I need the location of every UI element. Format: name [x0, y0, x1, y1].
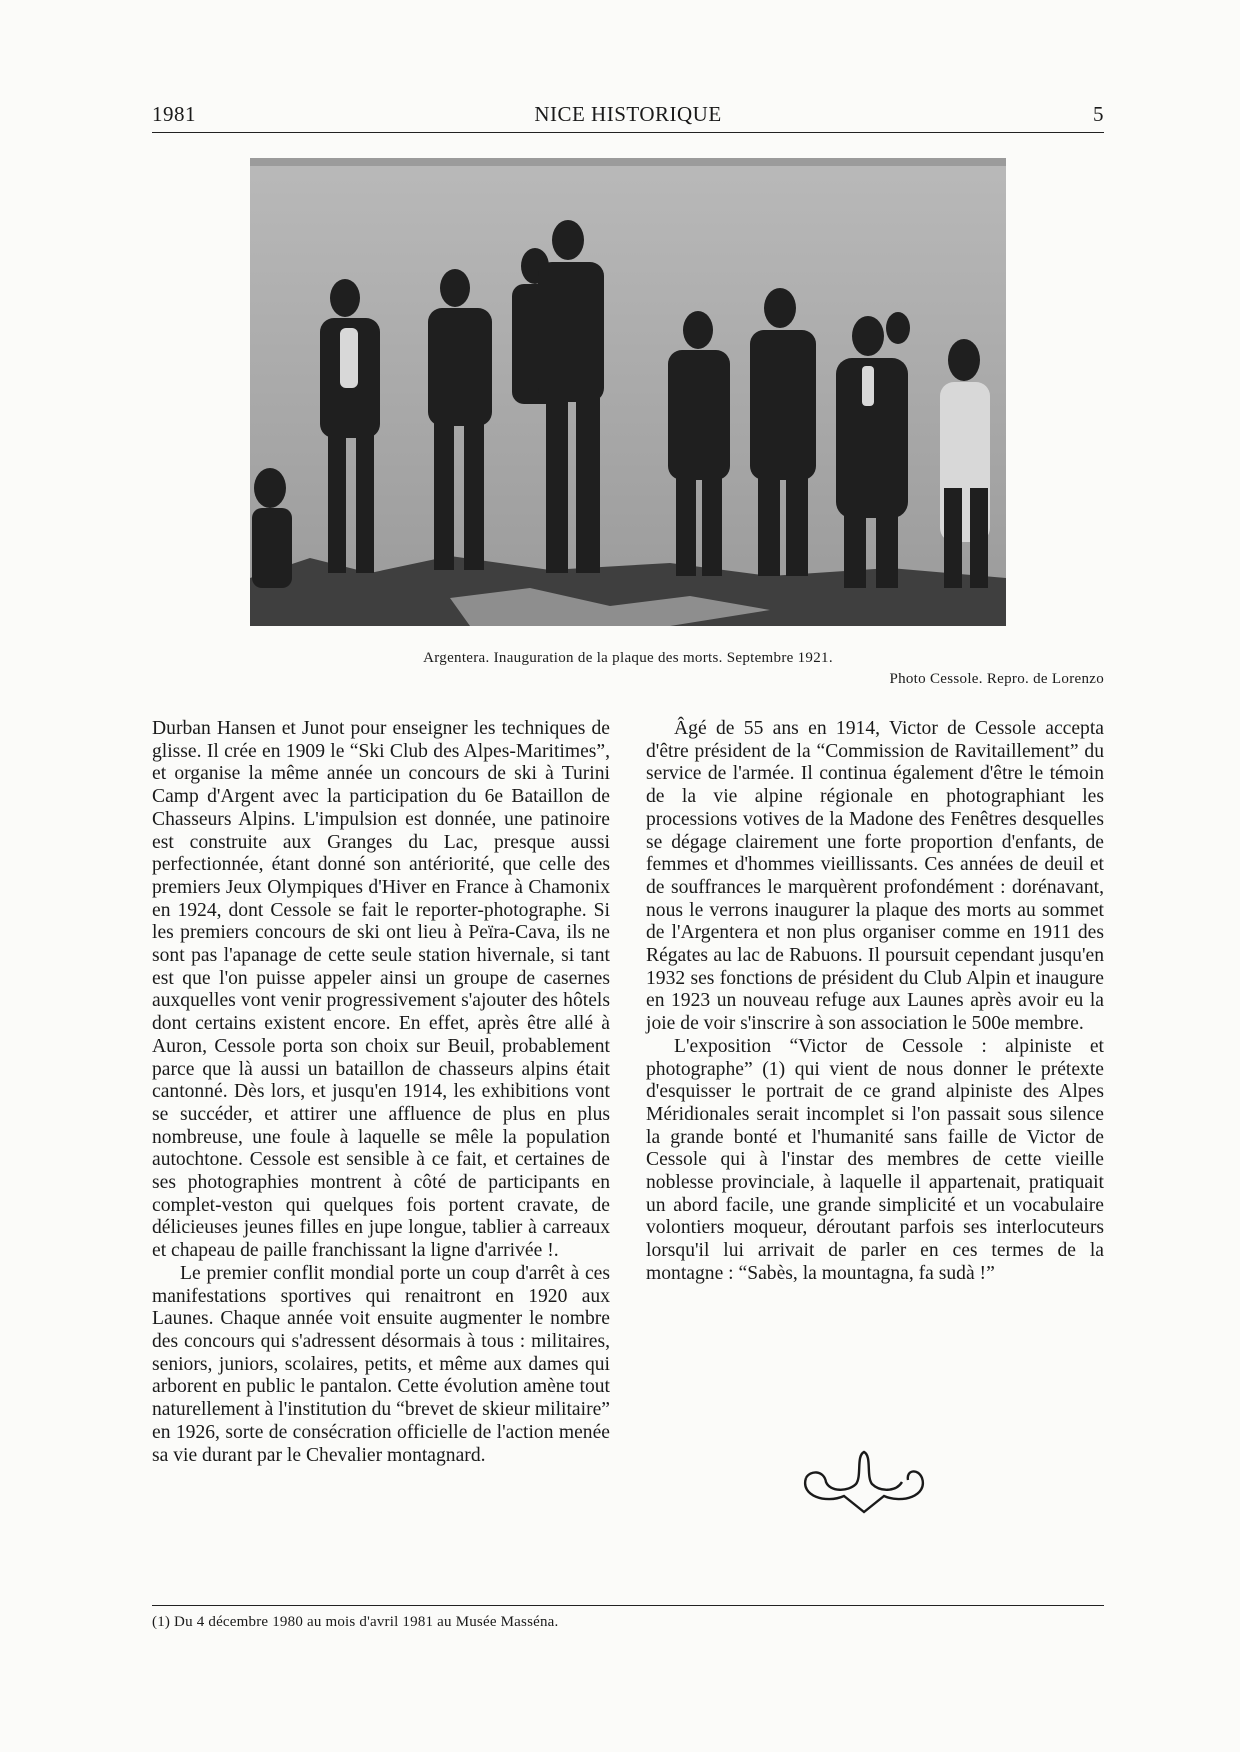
paragraph: Le premier conflit mondial porte un coup d'arrêt à ces manifestations sportives qui renaitront en 1920 aux Launes. Chaque année voit ensuite augmenter le nombre des concours qui s'adressent désormais à tous : militaires, seniors, juniors, scolaires, petits, et même aux dames qui arborent en public le pantalon. Cette évolution amène tout naturellement à l'institution du “brevet de skieur militaire” en 1926, sorte de consécration officielle de l'action menée sa vie durant par le Chevalier montagnard.	[152, 1262, 610, 1466]
footnote-separator	[152, 1605, 1104, 1606]
article-column-left	[152, 718, 610, 1467]
article-column-right	[646, 718, 1104, 1286]
header-journal-title: NICE HISTORIQUE	[534, 102, 722, 126]
header-year: 1981	[152, 102, 196, 126]
paragraph: Âgé de 55 ans en 1914, Victor de Cessole accepta d'être président de la “Commission de Ravitaillement” du service de l'armée. Il continua également d'être le témoin de la vie alpine régionale en photographiant les processions votives de la Madone des Fenêtres desquelles se dégage clairement une forte proportion d'enfants, de femmes et d'hommes vieillissants. Ces années de deuil et de souffrances le marquèrent profondément : dorénavant, nous le verrons inaugurer la plaque des morts au sommet de l'Argentera et non plus organiser comme en 1911 des Régates au lac de Rabuons. Il poursuit cependant jusqu'en 1932 ses fonctions de président du Club Alpin et inaugure en 1923 un nouveau refuge aux Launes après avoir eu la joie de voir s'inscrire à son association le 500e membre.	[646, 718, 1104, 1035]
group-photograph	[250, 158, 1006, 626]
footnote: (1) Du 4 décembre 1980 au mois d'avril 1981 au Musée Masséna.	[152, 1614, 559, 1630]
end-ornament-icon	[796, 1448, 932, 1516]
running-header	[152, 100, 1104, 133]
photograph-image	[250, 158, 1006, 626]
header-page-number: 5	[1093, 102, 1104, 126]
photo-credit: Photo Cessole. Repro. de Lorenzo	[889, 671, 1104, 687]
photo-caption: Argentera. Inauguration de la plaque des morts. Septembre 1921.	[423, 650, 833, 666]
paragraph: L'exposition “Victor de Cessole : alpiniste et photographe” (1) qui vient de nous donner le prétexte d'esquisser le portrait de ce grand alpiniste des Alpes Méridionales serait incomplet si l'on passait sous silence la grande bonté et l'humanité sans faille de Victor de Cessole qui à l'instar des membres de cette vieille noblesse provinciale, à laquelle il appartenait, pratiquait un abord facile, une grande simplicité et un vocabulaire volontiers moqueur, déroutant parfois ses interlocuteurs lorsqu'il lui arrivait de parler en ces termes de la montagne : “Sabès, la mountagna, fa sudà !”	[646, 1035, 1104, 1284]
paragraph: Durban Hansen et Junot pour enseigner les techniques de glisse. Il crée en 1909 le “Ski Club des Alpes-Maritimes”, et organise la même année un concours de ski à Turini Camp d'Argent avec la participation du 6e Bataillon de Chasseurs Alpins. L'impulsion est donnée, une patinoire est construite aux Granges du Lac, presque aussi perfectionnée, étant donné son antériorité, que celle des premiers Jeux Olympiques d'Hiver en France à Chamonix en 1924, dont Cessole se fait le reporter-photographe. Si les premiers concours de ski ont lieu à Peïra-Cava, ils ne sont pas l'apanage de cette seule station hivernale, si tant est que l'on puisse appeler ainsi un groupe de casernes auxquelles vont venir progressivement s'ajouter des hôtels dont certains existent encore. En effet, après être allé à Auron, Cessole porta son choix sur Beuil, probablement parce que là aussi un bataillon de chasseurs alpins était cantonné. Dès lors, et jusqu'en 1914, les exhibitions vont se succéder, et attirer une affluence de plus en plus nombreuse, une foule à laquelle se mêle la population autochtone. Cessole est sensible à ce fait, et certaines de ses photographies montrent à côté de participants en complet-veston qui quelques fois portent cravate, de délicieuses jeunes filles en jupe longue, tablier à carreaux et chapeau de paille franchissant la ligne d'arrivée !.	[152, 718, 610, 1262]
